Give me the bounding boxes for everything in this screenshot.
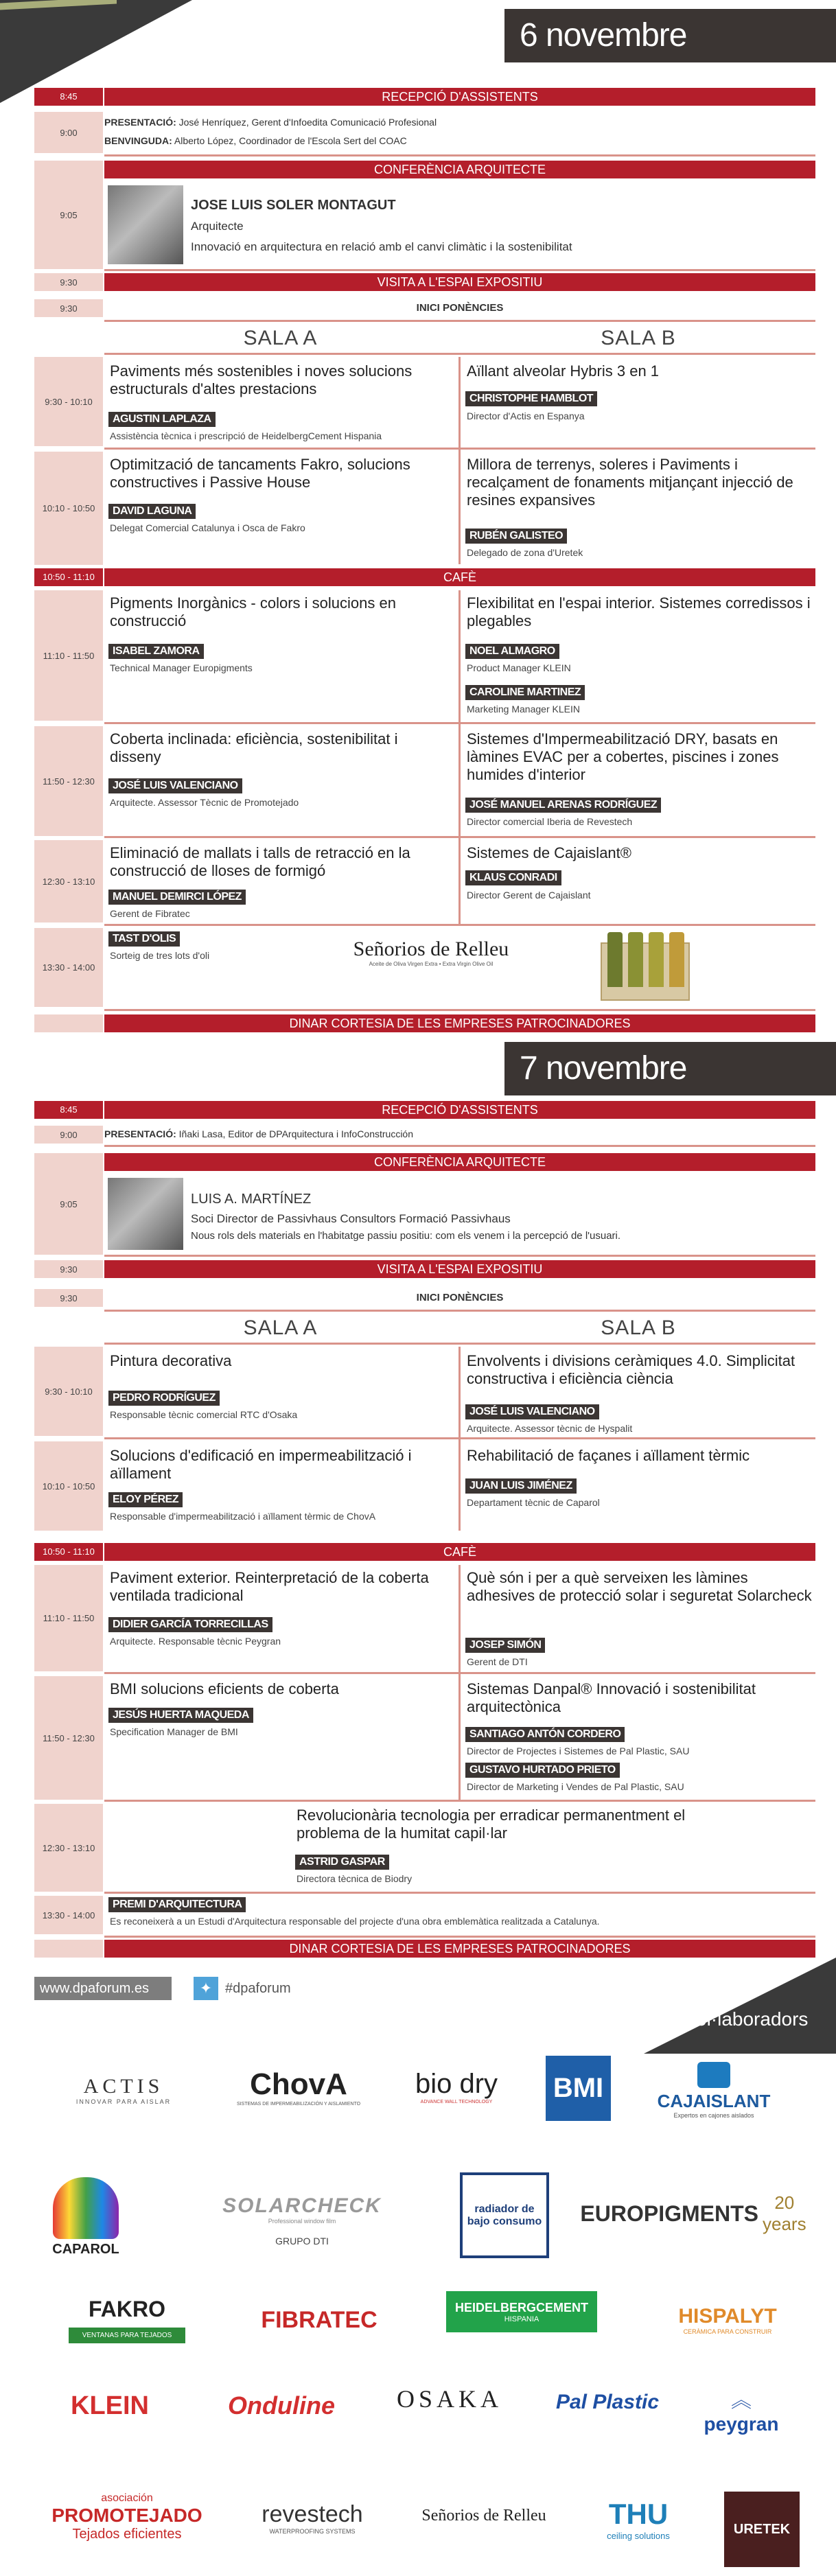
day1-conferencia-label: CONFERÈNCIA ARQUITECTE <box>104 161 815 178</box>
speaker-name: JUAN LUIS JIMÉNEZ <box>465 1478 577 1494</box>
day1-s2-b-title: Millora de terrenys, soleres i Paviments i recalçament de fonaments mitjançant injecció de resines expansives <box>467 456 793 509</box>
day1-s1-b-title: Aïllant alveolar Hybris 3 en 1 <box>467 362 660 380</box>
day1-s5-b-role: Director Gerent de Cajaislant <box>467 890 591 901</box>
day2-s2-b-speaker <box>465 1478 577 1494</box>
day2-visita-time: 9:30 <box>34 1260 103 1278</box>
onduline-text: Onduline <box>228 2391 335 2420</box>
day1-dinar: DINAR CORTESIA DE LES EMPRESES PATROCINADORES <box>104 1014 815 1032</box>
radiador-logo <box>460 2172 549 2258</box>
day2-conferencia-role: Soci Director de Passivhaus Consultors Formació Passivhaus <box>191 1212 511 1225</box>
day2-presentacio-time: 9:00 <box>34 1126 103 1144</box>
europigments-text: EUROPIGMENTS <box>580 2201 758 2226</box>
klein-logo <box>45 2382 175 2430</box>
day2-dinar: DINAR CORTESIA DE LES EMPRESES PATROCINADORES <box>104 1940 815 1958</box>
day1-s4-b-title: Sistemes d'Impermeabilització DRY, basats en làmines EVAC per a cobertes, piscines i zones humides d'interior <box>467 730 779 783</box>
day1-s3-b-role: Product Manager KLEIN <box>467 662 571 673</box>
presentacio-label: PRESENTACIÓ: <box>104 1128 176 1139</box>
hispalyt-sub: CERÀMICA PARA CONSTRUIR <box>683 2328 772 2335</box>
day2-premi-time: 13:30 - 14:00 <box>34 1896 103 1934</box>
heidelberg-text: HEIDELBERGCEMENT <box>454 2300 588 2314</box>
day1-s1-a-role: Assistència tècnica i prescripció de HeidelbergCement Hispania <box>110 430 382 441</box>
uretek-text: URETEK <box>733 2521 791 2537</box>
divider <box>104 1145 815 1147</box>
senorios-sub: Aceite de Oliva Virgen Extra • Extra Virgin Olive Oil <box>369 961 494 967</box>
promotejado-a: asociación <box>101 2492 153 2504</box>
day2-conferencia-name: LUIS A. MARTÍNEZ <box>191 1192 312 1207</box>
day2-s1-b-title: Envolvents i divisions ceràmiques 4.0. Simplicitat constructiva i eficiència ciència <box>467 1352 796 1387</box>
day2-s3-b-role: Gerent de DTI <box>467 1656 528 1667</box>
day2-s4-a-title: BMI solucions eficients de coberta <box>110 1680 339 1697</box>
peygran-logo <box>693 2378 789 2440</box>
day1-s5-time: 12:30 - 13:10 <box>34 840 103 923</box>
day2-premi-speaker <box>108 1897 246 1912</box>
speaker-name: AGUSTIN LAPLAZA <box>108 412 216 427</box>
fibratec-logo <box>251 2296 388 2344</box>
day2-conferencia-time: 9:05 <box>34 1153 103 1255</box>
day2-s4-a-speaker <box>108 1708 253 1723</box>
day2-s4-b-speaker <box>465 1727 625 1742</box>
day1-s3-b-speaker2 <box>465 685 585 700</box>
day2-s2-a-role: Responsable d'impermeabilització i aïllament tèrmic de ChovA <box>110 1511 376 1522</box>
thu-logo <box>597 2485 680 2553</box>
osaka-text: OSAKA <box>396 2385 502 2413</box>
presentacio-label: PRESENTACIÓ: <box>104 117 176 128</box>
grupo-dti-text: GRUPO DTI <box>275 2236 329 2247</box>
day1-s4-b-role: Director comercial Iberia de Revestech <box>467 816 633 827</box>
senorios-text: Señorios de Relleu <box>421 2506 546 2525</box>
speaker-name: KLAUS CONRADI <box>465 870 561 885</box>
senorios-brand: Señorios de Relleu <box>353 938 509 960</box>
day1-sala-b: SALA B <box>601 327 676 349</box>
speaker-name: CAROLINE MARTINEZ <box>465 685 585 700</box>
day1-visita-time: 9:30 <box>34 273 103 291</box>
day1-presentacio-line <box>104 117 437 128</box>
dinar-time-cell <box>34 1940 103 1958</box>
thu-text: THU <box>608 2497 669 2530</box>
promotejado-text: PROMOTEJADO <box>51 2505 202 2526</box>
divider <box>104 1936 815 1938</box>
day2-recepcio-time: 8:45 <box>34 1101 103 1119</box>
day2-s4-b-role: Director de Projectes i Sistemes de Pal Plastic, SAU <box>467 1745 690 1756</box>
speaker-name: NOEL ALMAGRO <box>465 644 559 659</box>
elephant-icon <box>53 2177 119 2239</box>
divider <box>104 269 815 271</box>
day2-s4-time: 11:50 - 12:30 <box>34 1676 103 1800</box>
europigments-logo <box>580 2190 806 2238</box>
day1-inici-time: 9:30 <box>34 299 103 317</box>
senorios-logo <box>349 938 513 967</box>
senorios-footer-logo <box>415 2495 553 2536</box>
biodry-sub: ADVANCE WALL TECHNOLOGY <box>420 2100 493 2104</box>
day2-s2-a-title: Solucions d'edificació en impermeabilització i aïllament <box>110 1447 412 1482</box>
chova-text: ChovA <box>250 2067 347 2101</box>
divider <box>104 1255 815 1257</box>
day1-tast-desc: Sorteig de tres lots d'oli <box>110 950 210 961</box>
day1-s1-a-speaker <box>108 412 216 427</box>
day1-tast-time: 13:30 - 14:00 <box>34 928 103 1007</box>
day1-s2-a-role: Delegat Comercial Catalunya i Osca de Fakro <box>110 522 305 533</box>
day2-s4-a-role: Specification Manager de BMI <box>110 1726 238 1737</box>
hashtag[interactable]: #dpaforum <box>225 1981 291 1996</box>
day1-s4-a-role: Arquitecte. Assessor Tècnic de Promotejado <box>110 797 299 808</box>
day2-inici-time: 9:30 <box>34 1289 103 1307</box>
day1-visita-label: VISITA A L'ESPAI EXPOSITIU <box>104 273 815 291</box>
day1-s2-b-role: Delegado de zona d'Uretek <box>467 547 583 558</box>
palplastic-text: Pal Plastic <box>555 2391 660 2413</box>
cajaislant-logo <box>645 2056 782 2124</box>
day1-s3-b-speaker <box>465 644 559 659</box>
day2-sala-a: SALA A <box>243 1316 318 1339</box>
tast-name: TAST D'OLIS <box>108 931 180 947</box>
day2-cafe-label: CAFÈ <box>104 1543 815 1561</box>
day1-presentacio-time: 9:00 <box>34 112 103 153</box>
day2-s5-time: 12:30 - 13:10 <box>34 1804 103 1892</box>
benvinguda-text: Alberto López, Coordinador de l'Escola Sert del COAC <box>174 135 407 146</box>
fakro-sub: VENTANAS PARA TEJADOS <box>69 2328 186 2343</box>
day2-s4-b-role2: Director de Marketing i Vendes de Pal Plastic, SAU <box>467 1781 684 1792</box>
day1-s3-a-role: Technical Manager Europigments <box>110 662 253 673</box>
bmi-text: BMI <box>553 2073 604 2103</box>
speaker-name: ELOY PÉREZ <box>108 1492 183 1507</box>
day2-inici-label: INICI PONÈNCIES <box>416 1292 504 1303</box>
day2-s1-a-title: Pintura decorativa <box>110 1352 232 1369</box>
solarcheck-sub: Professional window film <box>268 2218 336 2225</box>
divider <box>104 154 815 156</box>
biodry-text: bio dry <box>415 2069 498 2099</box>
day2-s1-b-role: Arquitecte. Assessor tècnic de Hyspalit <box>467 1423 633 1434</box>
day1-s5-a-role: Gerent de Fibratec <box>110 908 190 919</box>
day2-presentacio-line <box>104 1128 413 1139</box>
day1-s4-b-speaker <box>465 798 661 813</box>
uretek-logo <box>724 2492 800 2567</box>
fakro-text: FAKRO <box>89 2297 165 2321</box>
day2-recepcio-label: RECEPCIÓ D'ASSISTENTS <box>104 1101 815 1119</box>
column-divider <box>458 590 461 924</box>
day1-s3-b-title: Flexibilitat en l'espai interior. Sistemes corredissos i plegables <box>467 594 811 629</box>
website-link[interactable]: www.dpaforum.es <box>34 1977 172 2000</box>
presentacio-text: Iñaki Lasa, Editor de DPArquitectura i InfoConstrucción <box>178 1128 413 1139</box>
premi-name: PREMI D'ARQUITECTURA <box>108 1897 246 1912</box>
biodry-logo <box>405 2056 508 2117</box>
day1-s1-a-title: Paviments més sostenibles i noves solucions estructurals d'altes prestacions <box>110 362 413 397</box>
day1-s4-a-speaker <box>108 778 242 793</box>
day2-s4-b-speaker2 <box>465 1763 620 1778</box>
benvinguda-label: BENVINGUDA: <box>104 135 172 146</box>
day2-s5-speaker <box>295 1855 389 1870</box>
speaker-name: RUBÉN GALISTEO <box>465 529 567 544</box>
osaka-logo <box>384 2375 515 2423</box>
divider <box>104 1892 815 1894</box>
day2-s3-a-title: Paviment exterior. Reinterpretació de la coberta ventilada tradicional <box>110 1569 429 1604</box>
day2-s2-a-speaker <box>108 1492 183 1507</box>
divider <box>104 1800 815 1802</box>
presentacio-text: José Henríquez, Gerent d'Infoedita Comunicació Profesional <box>178 117 437 128</box>
divider <box>104 320 815 322</box>
speaker-name: MANUEL DEMIRCI LÓPEZ <box>108 890 246 905</box>
actis-logo <box>55 2066 192 2114</box>
hispalyt-logo <box>659 2293 796 2347</box>
day1-recepcio-time: 8:45 <box>34 88 103 106</box>
speaker-name: SANTIAGO ANTÓN CORDERO <box>465 1727 625 1742</box>
heidelberg-logo <box>446 2291 597 2332</box>
day1-s5-b-title: Sistemes de Cajaislant® <box>467 844 631 861</box>
promotejado-logo <box>51 2485 202 2550</box>
day2-conferencia-desc: Nous rols dels materials en l'habitatge passiu positiu: com els venem i la percepció de l'usuari. <box>191 1230 621 1242</box>
speaker-name: ISABEL ZAMORA <box>108 644 204 659</box>
day1-s4-time: 11:50 - 12:30 <box>34 726 103 836</box>
speaker-name: ASTRID GASPAR <box>295 1855 389 1870</box>
solarcheck-text: SOLARCHECK <box>222 2194 382 2217</box>
day2-s3-a-speaker <box>108 1617 272 1632</box>
day1-s1-b-role: Director d'Actis en Espanya <box>467 410 585 421</box>
day1-s2-b-speaker <box>465 529 567 544</box>
actis-text: ACTIS <box>83 2075 164 2098</box>
day1-cafe-time: 10:50 - 11:10 <box>34 568 103 586</box>
day2-s5-role: Directora tècnica de Biodry <box>297 1873 413 1884</box>
heidelberg-sub: HISPANIA <box>504 2314 539 2323</box>
day1-s3-a-speaker <box>108 644 204 659</box>
twitter-icon[interactable]: ✦ <box>194 1977 218 2000</box>
day1-s3-a-title: Pigments Inorgànics - colors i solucions en construcció <box>110 594 396 629</box>
speaker-name: JOSÉ MANUEL ARENAS RODRÍGUEZ <box>465 798 661 813</box>
speaker-name: JESÚS HUERTA MAQUEDA <box>108 1708 253 1723</box>
day1-recepcio-label: RECEPCIÓ D'ASSISTENTS <box>104 88 815 106</box>
revestech-logo <box>237 2490 388 2545</box>
cajaislant-text: CAJAISLANT <box>657 2090 771 2111</box>
day1-s2-a-title: Optimització de tancaments Fakro, solucions constructives i Passive House <box>110 456 410 491</box>
day2-s2-time: 10:10 - 10:50 <box>34 1441 103 1531</box>
bmi-logo <box>546 2056 611 2121</box>
day1-date: 6 novembre <box>504 9 836 62</box>
divider <box>104 1009 815 1011</box>
caparol-text: CAPAROL <box>52 2241 119 2257</box>
peygran-icon: ︽ <box>731 2389 752 2412</box>
day2-visita-label: VISITA A L'ESPAI EXPOSITIU <box>104 1260 815 1278</box>
day2-s3-b-speaker <box>465 1638 545 1653</box>
speaker-photo <box>108 1178 183 1250</box>
day2-cafe-time: 10:50 - 11:10 <box>34 1543 103 1561</box>
day1-tast-speaker <box>108 931 180 947</box>
day1-s3-time: 11:10 - 11:50 <box>34 590 103 721</box>
day1-s3-b-role2: Marketing Manager KLEIN <box>467 704 580 715</box>
day1-s4-a-title: Coberta inclinada: eficiència, sostenibilitat i disseny <box>110 730 398 765</box>
revestech-sub: WATERPROOFING SYSTEMS <box>269 2527 356 2535</box>
speaker-photo <box>108 185 183 264</box>
divider <box>104 353 815 355</box>
speaker-name: DIDIER GARCÍA TORRECILLAS <box>108 1617 272 1632</box>
divider <box>104 1343 815 1345</box>
klein-text: KLEIN <box>71 2391 149 2420</box>
speaker-name: GUSTAVO HURTADO PRIETO <box>465 1763 620 1778</box>
day2-conferencia-label: CONFERÈNCIA ARQUITECTE <box>104 1153 815 1171</box>
day1-conferencia-desc: Innovació en arquitectura en relació amb el canvi climàtic i la sostenibilitat <box>191 240 572 253</box>
day1-conferencia-name: JOSE LUIS SOLER MONTAGUT <box>191 198 396 213</box>
day1-conferencia-time: 9:05 <box>34 161 103 269</box>
caparol-logo <box>48 2169 124 2265</box>
day2-s4-b-title: Sistemas Danpal® Innovació i sostenibilitat arquitectònica <box>467 1680 756 1715</box>
chova-sub: SISTEMAS DE IMPERMEABILIZACIÓN Y AISLAMIENTO <box>236 2101 361 2107</box>
day2-s5-title: Revolucionària tecnologia per erradicar permanentment el problema de la humitat capil·lar <box>297 1807 686 1842</box>
europigments-years: 20 years <box>763 2192 806 2234</box>
day1-s5-a-title: Eliminació de mallats i talls de retracció en la construcció de lloses de formigó <box>110 844 410 879</box>
peygran-text: peygran <box>704 2413 779 2435</box>
day2-s3-b-title: Què són i per a què serveixen les làmines adhesives de protecció solar i seguretat Solarcheck <box>467 1569 812 1604</box>
day1-s1-time: 9:30 - 10:10 <box>34 357 103 446</box>
day1-s5-a-speaker <box>108 890 246 905</box>
day1-conferencia-role: Arquitecte <box>191 220 244 233</box>
day1-benvinguda-line <box>104 135 407 146</box>
day2-s3-time: 11:10 - 11:50 <box>34 1565 103 1671</box>
column-divider <box>458 1565 461 1800</box>
day1-s2-time: 10:10 - 10:50 <box>34 452 103 565</box>
fakro-logo <box>62 2286 192 2354</box>
promotejado-sub: Tejados eficientes <box>72 2527 182 2542</box>
radiador-text: radiador de bajo consumo <box>467 2203 542 2227</box>
corner-decoration <box>644 1958 836 2054</box>
column-divider <box>458 357 461 564</box>
day2-s1-time: 9:30 - 10:10 <box>34 1347 103 1436</box>
collaborators-title: col·laboradors <box>686 2008 809 2030</box>
day2-s1-a-speaker <box>108 1391 220 1406</box>
cajaislant-sub: Expertos en cajones aislados <box>673 2111 754 2119</box>
oil-bottles-image <box>601 932 690 1001</box>
revestech-text: revestech <box>262 2500 363 2527</box>
thu-sub: ceiling solutions <box>607 2530 670 2541</box>
day2-s2-b-role: Departament tècnic de Caparol <box>467 1497 600 1508</box>
day2-s1-a-role: Responsable tècnic comercial RTC d'Osaka <box>110 1409 298 1420</box>
day1-cafe-label: CAFÈ <box>104 568 815 586</box>
speaker-name: DAVID LAGUNA <box>108 504 196 519</box>
cajaislant-icon <box>697 2062 730 2088</box>
day2-s2-b-title: Rehabilitació de façanes i aïllament tèrmic <box>467 1447 750 1464</box>
fibratec-text: FIBRATEC <box>261 2306 378 2333</box>
day2-premi-desc: Es reconeixerà a un Estudi d'Arquitectura responsable del projecte d'una obra emblemàtica realitzada a Catalunya. <box>110 1916 600 1927</box>
palplastic-logo <box>542 2378 673 2426</box>
speaker-name: PEDRO RODRÍGUEZ <box>108 1391 220 1406</box>
chova-logo <box>227 2056 371 2117</box>
day2-s1-b-speaker <box>465 1404 599 1419</box>
day2-s3-a-role: Arquitecte. Responsable tècnic Peygran <box>110 1636 281 1647</box>
divider <box>104 1310 815 1312</box>
day1-sala-a: SALA A <box>243 327 318 349</box>
hispalyt-text: HISPALYT <box>678 2305 777 2328</box>
actis-sub: INNOVAR PARA AISLAR <box>76 2098 172 2105</box>
day2-sala-b: SALA B <box>601 1316 676 1339</box>
speaker-name: JOSÉ LUIS VALENCIANO <box>108 778 242 793</box>
solarcheck-logo <box>206 2183 398 2258</box>
day2-date: 7 novembre <box>504 1042 836 1095</box>
divider <box>104 924 815 926</box>
onduline-logo <box>206 2382 357 2430</box>
speaker-name: JOSÉ LUIS VALENCIANO <box>465 1404 599 1419</box>
speaker-name: JOSEP SIMÓN <box>465 1638 545 1653</box>
day1-s2-a-speaker <box>108 504 196 519</box>
speaker-name: CHRISTOPHE HAMBLOT <box>465 391 597 406</box>
day1-inici-label: INICI PONÈNCIES <box>416 302 504 314</box>
dinar-time-cell <box>34 1014 103 1032</box>
column-divider <box>458 1347 461 1531</box>
day1-s1-b-speaker <box>465 391 597 406</box>
day1-s5-b-speaker <box>465 870 561 885</box>
